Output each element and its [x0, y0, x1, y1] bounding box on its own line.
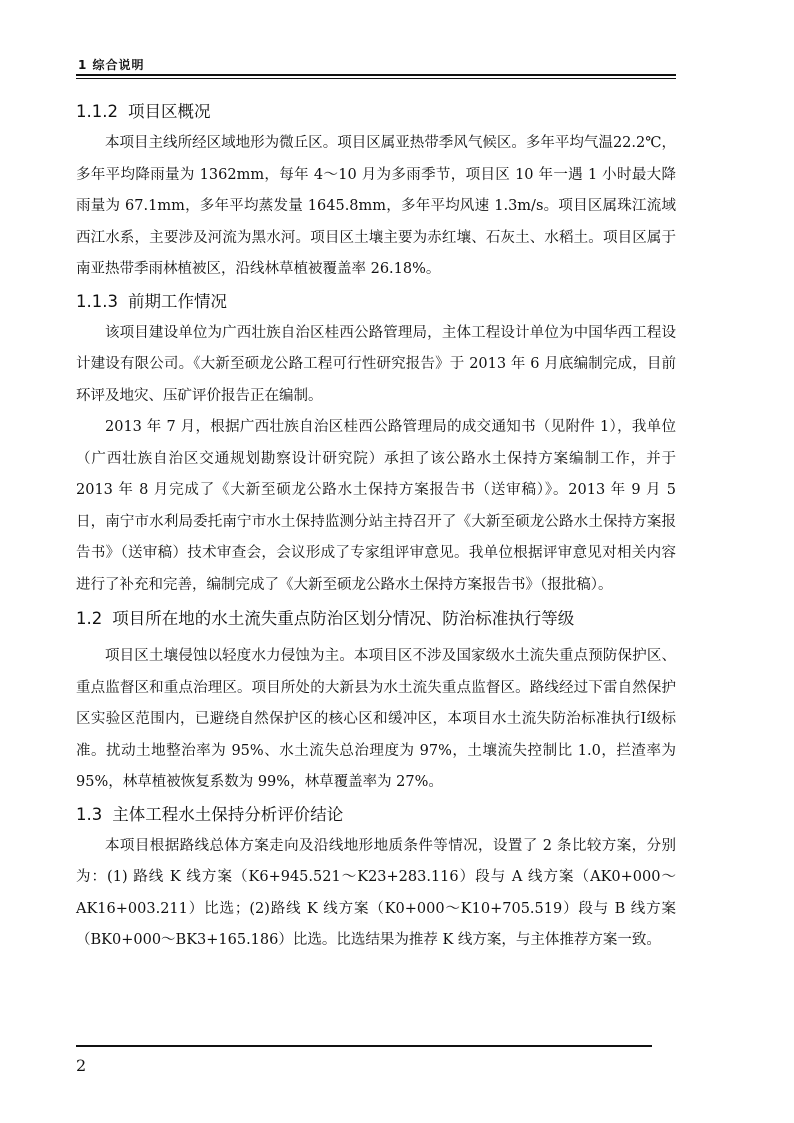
footer-divider: [76, 1045, 652, 1047]
paragraph: 项目区土壤侵蚀以轻度水力侵蚀为主。本项目区不涉及国家级水土流失重点预防保护区、重点监督区和重点治理区。项目所处的大新县为水土流失重点监督区。路线经过下雷自然保护区实验区范围内，已避绕自然保护区的核心区和缓冲区，本项目水土流失防治标准执行Ⅰ级标准。扰动土地整治率为 95%、水土流失总治理度为 97%，土壤流失控制比 1.0，拦渣率为 95%，林草植被恢复系数为 99%，林草覆盖率为 27%。: [76, 648, 676, 790]
section-number: 1.1.2: [76, 102, 118, 121]
page-number: 2: [76, 1056, 87, 1075]
paragraph: 2013 年 7 月，根据广西壮族自治区桂西公路管理局的成交通知书（见附件 1），我单位（广西壮族自治区交通规划勘察设计研究院）承担了该公路水土保持方案编制工作，并于 2013 年 8 月完成了《大新至硕龙公路水土保持方案报告书（送审稿）》。2013 年 9 月 5 日，南宁市水利局委托南宁市水土保持监测分站主持召开了《大新至硕龙公路水土保持方案报告书》（送审稿）技术审查会，会议形成了专家组评审意见。我单位根据评审意见对相关内容进行了补充和完善，编制完成了《大新至硕龙公路水土保持方案报告书》（报批稿）。: [76, 419, 676, 593]
section-number: 1.3: [76, 804, 103, 824]
paragraph: 该项目建设单位为广西壮族自治区桂西公路管理局，主体工程设计单位为中国华西工程设计建设有限公司。《大新至硕龙公路工程可行性研究报告》于 2013 年 6 月底编制完成，目前环评及地灾、压矿评价报告正在编制。: [76, 324, 676, 404]
section-heading-1-2: [76, 603, 676, 635]
section-heading-1-3: [76, 799, 676, 831]
section-heading-1-1-3: [76, 286, 676, 318]
paragraph: 本项目主线所经区域地形为微丘区。项目区属亚热带季风气候区。多年平均气温22.2℃，多年平均降雨量为 1362mm，每年 4～10 月为多雨季节，项目区 10 年一遇 1 小时最大降雨量为 67.1mm，多年平均蒸发量 1645.8mm，多年平均风速 1.3m/s。项目区属珠江流域西江水系，主要涉及河流为黑水河。项目区土壤主要为赤红壤、石灰土、水稻土。项目区属于南亚热带季雨林植被区，沿线林草植被覆盖率 26.18%。: [76, 135, 676, 277]
section-heading-1-1-2: [76, 96, 676, 128]
section-number: 1.2: [76, 609, 103, 628]
header-divider-thick: [76, 74, 676, 76]
section-title: 项目区概况: [127, 102, 211, 121]
running-header: 1 综合说明: [78, 58, 145, 72]
section-number: 1.1.3: [76, 291, 118, 311]
header-divider-thin: [76, 78, 676, 79]
section-title: 前期工作情况: [127, 291, 227, 311]
section-title: 项目所在地的水土流失重点防治区划分情况、防治标准执行等级: [112, 609, 575, 628]
section-title: 主体工程水土保持分析评价结论: [112, 804, 344, 824]
paragraph: 本项目根据路线总体方案走向及沿线地形地质条件等情况，设置了 2 条比较方案，分别为：(1) 路线 K 线方案（K6+945.521～K23+283.116）段与 A 线方案（AK0+000～AK16+003.211）比选；(2)路线 K 线方案（K0+000～K10+705.519）段与 B 线方案（BK0+000～BK3+165.186）比选。比选结果为推荐 K 线方案，与主体推荐方案一致。: [76, 837, 676, 948]
page-body: [76, 96, 676, 957]
